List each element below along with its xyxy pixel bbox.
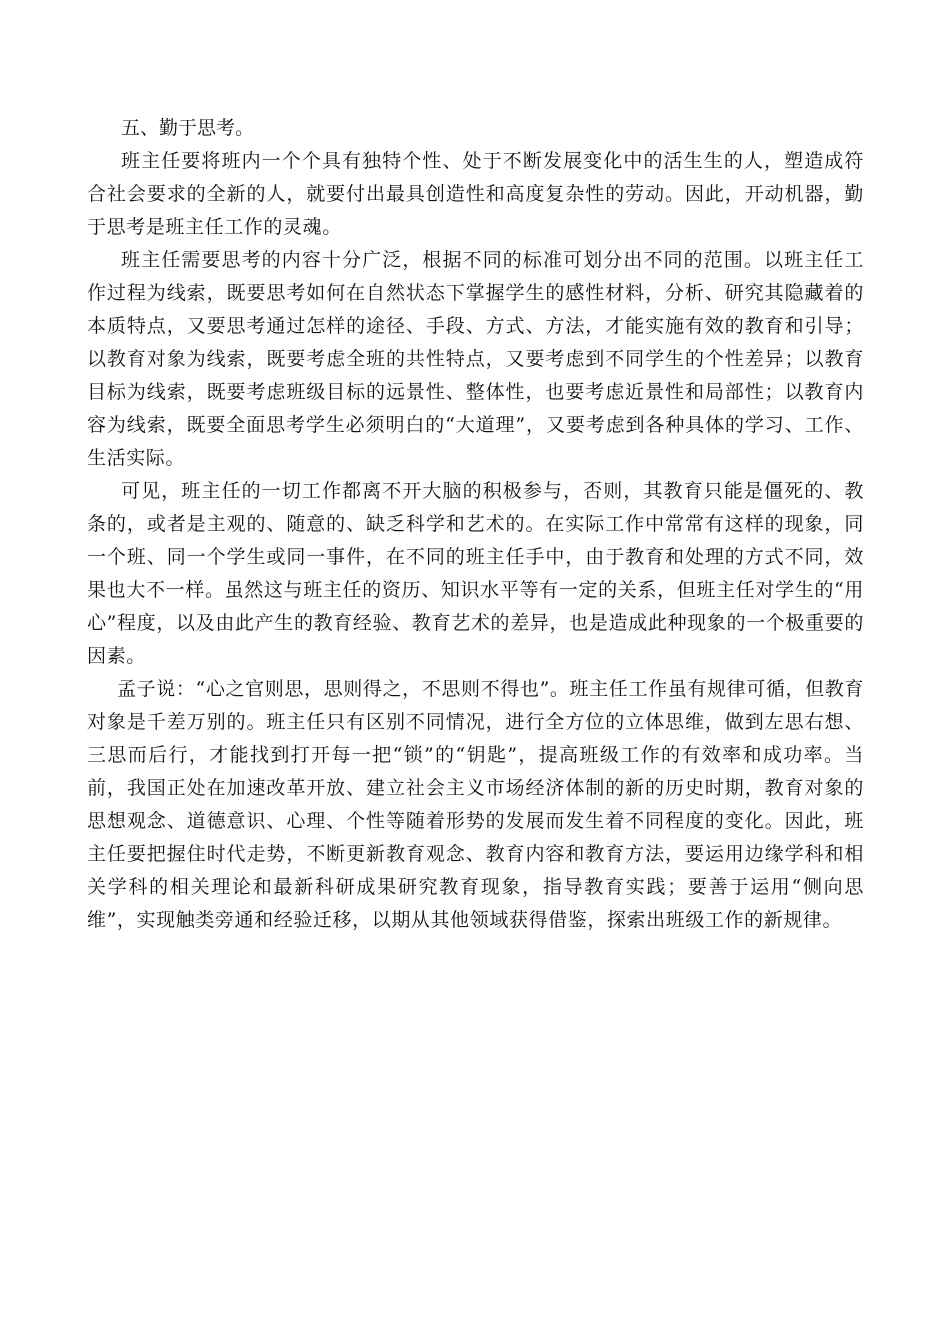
paragraph-2: 班主任需要思考的内容十分广泛，根据不同的标准可划分出不同的范围。以班主任工作过程为线索，既要思考如何在自然状态下掌握学生的感性材料，分析、研究其隐藏着的本质特点，又要思考通过怎样的途径、手段、方式、方法，才能实施有效的教育和引导；以教育对象为线索，既要考虑全班的共性特点，又要考虑到不同学生的个性差异；以教育目标为线索，既要考虑班级目标的远景性、整体性，也要考虑近景性和局部性；以教育内容为线索，既要全面思考学生必须明白的“大道理”，又要考虑到各种具体的学习、工作、生活实际。 <box>87 249 864 469</box>
document-page <box>87 112 864 1292</box>
section-heading: 五、勤于思考。 <box>121 117 255 139</box>
paragraph-1: 班主任要将班内一个个具有独特个性、处于不断发展变化中的活生生的人，塑造成符合社会要求的全新的人，就要付出最具创造性和高度复杂性的劳动。因此，开动机器，勤于思考是班主任工作的灵魂。 <box>87 150 864 238</box>
paragraph-4: 孟子说：“心之官则思，思则得之，不思则不得也”。班主任工作虽有规律可循，但教育对象是千差万别的。班主任只有区别不同情况，进行全方位的立体思维，做到左思右想、三思而后行，才能找到打开每一把“锁”的“钥匙”，提高班级工作的有效率和成功率。当前，我国正处在加速改革开放、建立社会主义市场经济体制的新的历史时期，教育对象的思想观念、道德意识、心理、个性等随着形势的发展而发生着不同程度的变化。因此，班主任要把握住时代走势，不断更新教育观念、教育内容和教育方法，要运用边缘学科和相关学科的相关理论和最新科研成果研究教育现象，指导教育实践；要善于运用“侧向思维”，实现触类旁通和经验迁移，以期从其他领域获得借鉴，探索出班级工作的新规律。 <box>87 678 864 931</box>
paragraph-3: 可见，班主任的一切工作都离不开大脑的积极参与，否则，其教育只能是僵死的、教条的，或者是主观的、随意的、缺乏科学和艺术的。在实际工作中常常有这样的现象，同一个班、同一个学生或同一事件，在不同的班主任手中，由于教育和处理的方式不同，效果也大不一样。虽然这与班主任的资历、知识水平等有一定的关系，但班主任对学生的“用心”程度，以及由此产生的教育经验、教育艺术的差异，也是造成此种现象的一个极重要的因素。 <box>87 480 864 667</box>
